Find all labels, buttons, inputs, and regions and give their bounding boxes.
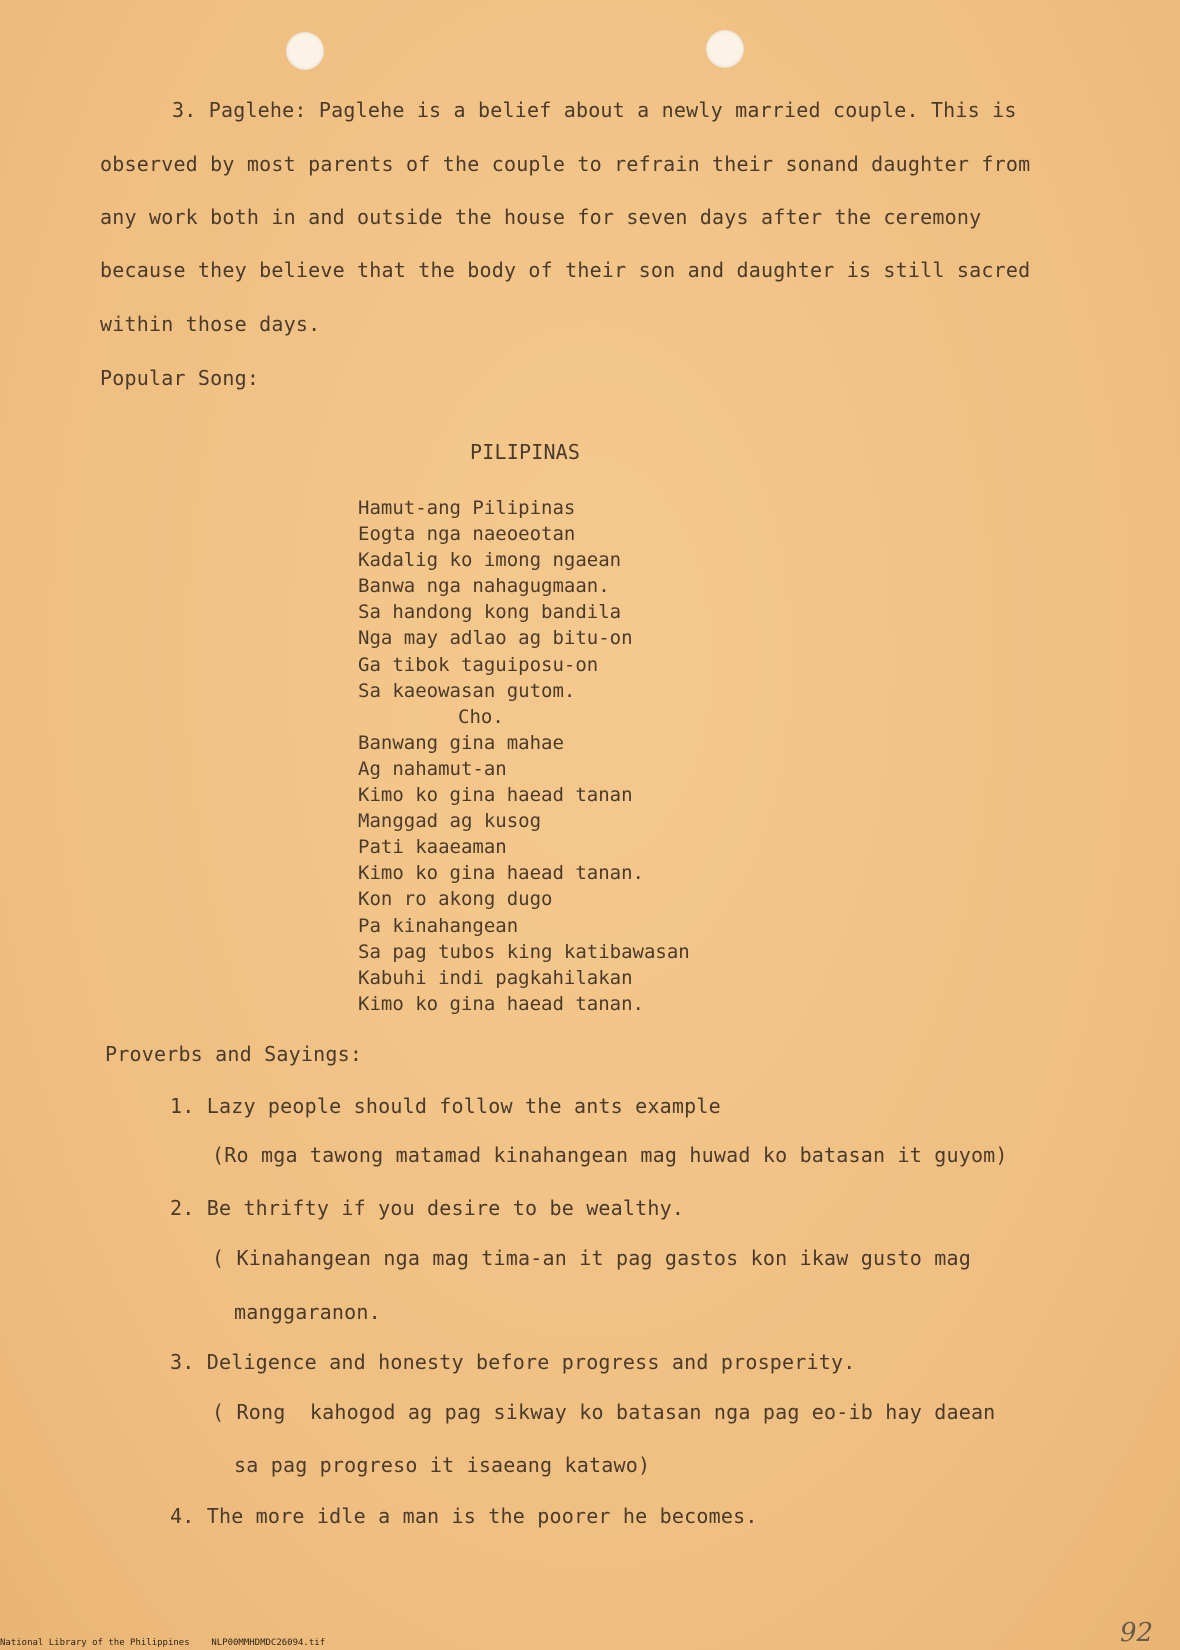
paragraph3-line: within those days. xyxy=(100,312,321,336)
paragraph3-line: because they believe that the body of their son and daughter is still sacred xyxy=(100,258,1031,282)
proverbs-heading: Proverbs and Sayings: xyxy=(105,1042,363,1066)
song-line: Kabuhi indi pagkahilakan xyxy=(358,966,633,989)
song-line: Sa kaeowasan gutom. xyxy=(358,679,576,702)
song-line: Pa kinahangean xyxy=(358,914,519,937)
song-line: Ga tibok taguiposu-on xyxy=(358,653,599,676)
paragraph3-line: observed by most parents of the couple to refrain their sonand daughter from xyxy=(100,152,1031,176)
song-line: Manggad ag kusog xyxy=(358,810,542,833)
proverb-translation: (Ro mga tawong matamad kinahangean mag huwad ko batasan it guyom) xyxy=(212,1143,1008,1167)
song-line: Kimo ko gina haead tanan. xyxy=(358,992,644,1015)
song-line: Sa pag tubos king katibawasan xyxy=(358,940,690,963)
song-line: Sa handong kong bandila xyxy=(358,601,622,624)
proverb-translation: sa pag progreso it isaeang katawo) xyxy=(234,1453,651,1477)
song-line: Nga may adlao ag bitu-on xyxy=(358,627,633,650)
song-line: Hamut-ang Pilipinas xyxy=(358,497,576,519)
proverb-translation: ( Kinahangean nga mag tima-an it pag gastos kon ikaw gusto mag xyxy=(212,1246,971,1270)
popular-song-heading: Popular Song: xyxy=(100,366,260,390)
proverb-translation: ( Rong kahogod ag pag sikway ko batasan nga pag eo-ib hay daean xyxy=(212,1400,996,1424)
song-line: Banwa nga nahagugmaan. xyxy=(358,575,610,598)
page-number: 92 xyxy=(1120,1618,1154,1648)
punch-hole-right xyxy=(706,30,744,68)
song-title: PILIPINAS xyxy=(470,440,581,464)
song-line: Kimo ko gina haead tanan xyxy=(358,784,633,807)
song-line: Ag nahamut-an xyxy=(358,757,507,780)
song-line: Banwang gina mahae xyxy=(358,731,564,754)
paragraph3-line: 3. Paglehe: Paglehe is a belief about a newly married couple. This is xyxy=(172,98,1017,122)
proverb-item: 4. The more idle a man is the poorer he becomes. xyxy=(170,1504,758,1528)
song-chorus-label: Cho. xyxy=(458,705,504,728)
proverb-item: 3. Deligence and honesty before progress and prosperity. xyxy=(170,1350,856,1374)
paragraph3-line: any work both in and outside the house for seven days after the ceremony xyxy=(100,205,982,229)
proverb-translation: manggaranon. xyxy=(234,1300,381,1324)
scan-footer: National Library of the Philippines NLP00MMHDMDC26094.tif xyxy=(0,1638,326,1648)
song-line: Kon ro akong dugo xyxy=(358,888,553,911)
song-lyrics xyxy=(358,495,690,1017)
song-line: Kadalig ko imong ngaean xyxy=(358,549,622,572)
proverb-item: 2. Be thrifty if you desire to be wealthy. xyxy=(170,1196,685,1220)
song-line: Pati kaaeaman xyxy=(358,836,507,859)
song-line: Eogta nga naeoeotan xyxy=(358,523,576,546)
proverb-item: 1. Lazy people should follow the ants example xyxy=(170,1094,721,1118)
punch-hole-left xyxy=(286,32,324,70)
song-line: Kimo ko gina haead tanan. xyxy=(358,862,644,885)
